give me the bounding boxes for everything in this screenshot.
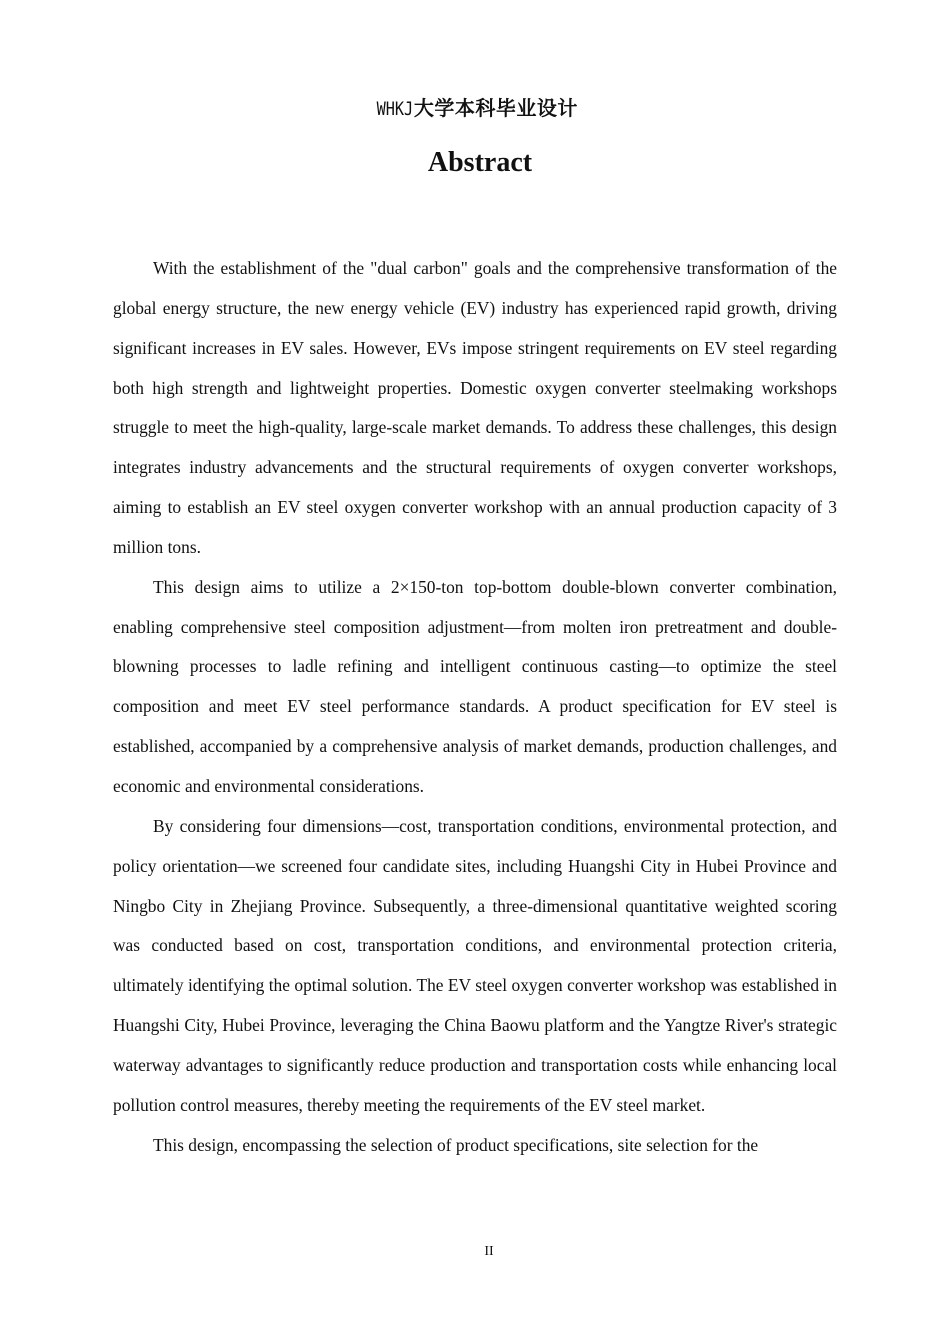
page-title: Abstract xyxy=(427,147,533,178)
header-school-code: WHKJ xyxy=(376,98,414,120)
header-thesis-type: 大学本科毕业设计 xyxy=(413,96,578,120)
abstract-paragraph-2: This design aims to utilize a 2×150-ton top-bottom double-blown converter combination, enabling comprehensive steel composition adjustment—from molten iron pretreatment and double-blowning processes to ladle refining and intelligent continuous casting—to optimize the steel composition and meet EV steel performance standards. A product specification for EV steel is established, accompanied by a comprehensive analysis of market demands, production challenges, and economic and environmental considerations. xyxy=(113,576,837,796)
abstract-paragraph-1: With the establishment of the "dual carbon" goals and the comprehensive transformation of the global energy structure, the new energy vehicle (EV) industry has experienced rapid growth, driving significant increases in EV sales. However, EVs impose stringent requirements on EV steel regarding both high strength and lightweight properties. Domestic oxygen converter steelmaking workshops struggle to meet the high-quality, large-scale market demands. To address these challenges, this design integrates industry advancements and the structural requirements of oxygen converter workshops, aiming to establish an EV steel oxygen converter workshop with an annual production capacity of 3 million tons. xyxy=(113,258,837,557)
abstract-paragraph-4: This design, encompassing the selection of product specifications, site selection for the xyxy=(153,1134,759,1155)
abstract-body xyxy=(113,249,837,1165)
page-number: II xyxy=(484,1244,494,1259)
running-header xyxy=(0,96,950,121)
abstract-paragraph-3: By considering four dimensions—cost, transportation conditions, environmental protection, and policy orientation—we screened four candidate sites, including Huangshi City in Hubei Province and Ningbo City in Zhejiang Province. Subsequently, a three-dimensional quantitative weighted scoring was conducted based on cost, transportation conditions, and environmental protection criteria, ultimately identifying the optimal solution. The EV steel oxygen converter workshop was established in Huangshi City, Hubei Province, leveraging the China Baowu platform and the Yangtze River's strategic waterway advantages to significantly reduce production and transportation costs while enhancing local pollution control measures, thereby meeting the requirements of the EV steel market. xyxy=(113,815,837,1115)
